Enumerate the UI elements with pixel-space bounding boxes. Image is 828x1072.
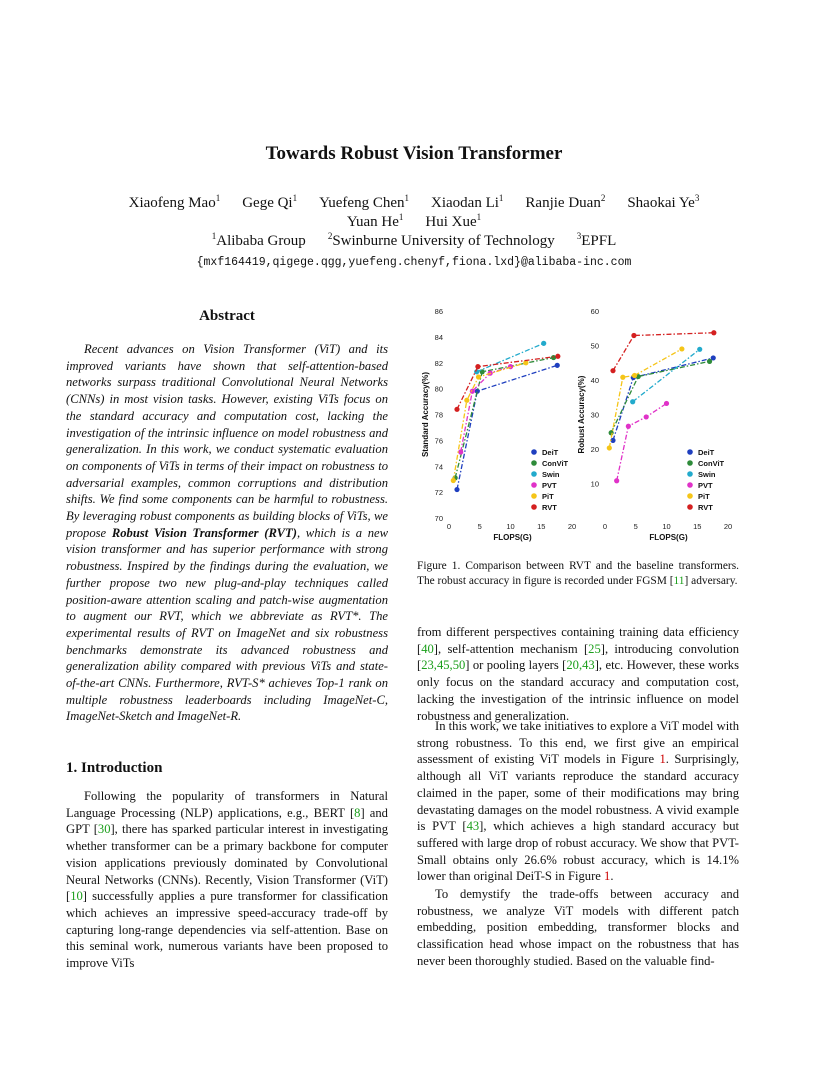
text-run: ], which achieves a high standard accuracy but suffered with large drop of robust accuracy. We show that PVT-Small obtains only 26.6% robust accuracy, which is 14.1% lower than original DeiT-S in Figure [417, 819, 739, 884]
y-tick-label: 78 [434, 410, 443, 420]
legend-marker-swin [531, 471, 537, 477]
data-point-pvt [644, 414, 649, 419]
legend-marker-swin [687, 471, 693, 477]
citation-link[interactable]: 40 [421, 641, 434, 656]
x-tick-label: 0 [602, 522, 608, 531]
data-point-convit [707, 359, 712, 364]
text-run: ], introducing convolution [ [417, 641, 739, 673]
text-run: ] or pooling layers [ [465, 658, 567, 673]
figure-1-caption [417, 559, 739, 588]
data-point-pvt [626, 424, 631, 429]
data-point-swin [697, 347, 702, 352]
affiliation-1: $^2$Swinburne University of Technology [327, 231, 555, 249]
abstract-rvt-name: Robust Vision Transformer (RVT) [111, 525, 297, 540]
data-point-pvt [470, 389, 475, 394]
legend-label: ConViT [542, 458, 569, 468]
author-list-line-1 [0, 195, 828, 212]
text-run: Figure 1. Comparison between RVT and the baseline transformers. The robust accuracy in figure is recorded under FGSM [ [417, 560, 739, 587]
x-tick-label: 10 [662, 522, 671, 531]
y-tick-label: 20 [590, 445, 599, 454]
citation-link[interactable]: 1 [659, 752, 666, 767]
legend-marker-deit [687, 449, 693, 455]
x-tick-label: 15 [537, 522, 546, 531]
robust-accuracy-chart [577, 307, 732, 542]
y-tick-label: 40 [590, 376, 599, 385]
y-tick-label: 60 [590, 307, 599, 316]
text-run: ] and GPT [ [66, 805, 388, 837]
citation-link[interactable]: 23,45,50 [421, 658, 466, 673]
data-point-pvt [664, 401, 669, 406]
introduction-paragraph [66, 788, 388, 972]
legend-marker-pit [531, 493, 537, 499]
text-run: . [610, 869, 614, 884]
data-point-swin [541, 341, 546, 346]
citation-link[interactable]: 25 [588, 641, 601, 656]
y-tick-label: 70 [434, 514, 443, 523]
x-tick-label: 20 [723, 522, 733, 531]
x-tick-label: 5 [633, 522, 638, 531]
x-axis-label: FLOPS(G) [649, 533, 688, 542]
legend-label: PVT [698, 480, 713, 490]
author-emails: {mxf164419,qigege.qgg,yuefeng.chenyf,fiona.lxd}@alibaba-inc.com [196, 256, 632, 269]
affiliation-2: $^3$EPFL [576, 231, 617, 249]
x-tick-label: 20 [567, 522, 577, 531]
text-run: from different perspectives containing training data efficiency [ [417, 625, 739, 656]
text-run: ] adversary. [684, 574, 738, 587]
x-tick-label: 10 [506, 522, 515, 531]
text-run: ], self-attention mechanism [ [433, 641, 589, 656]
legend-label: PiT [542, 491, 554, 501]
data-point-swin [630, 399, 635, 404]
y-tick-label: 84 [434, 332, 443, 342]
text-run: ], there has sparked particular interest in investigating whether transformer can be a primary backbone for computer vision applications previously dominated by Convolutional Neural Networks (CNNs). Recently, Vision Transformer (ViT) [ [66, 822, 388, 904]
paper-title: Towards Robust Vision Transformer [265, 143, 563, 164]
data-point-rvt [631, 333, 636, 338]
text-run: ] successfully applies a pure transformer for classification which achieves an impressive speed-accuracy trade-off by capturing long-range dependencies via self-attention. Base on this seminal work, numerous variants have been proposed to improve ViTs [66, 889, 388, 971]
x-tick-label: 0 [446, 522, 452, 531]
data-point-rvt [454, 407, 459, 412]
citation-link[interactable]: 8 [354, 805, 361, 820]
data-point-pvt [614, 478, 619, 483]
legend-label: RVT [542, 502, 557, 512]
abstract-part-1: Recent advances on Vision Transformer (ViT) and its improved variants have shown that self-attention-based networks surpass traditional Convolutional Neural Networks (CNNs) in most vision tasks. However, existing ViTs focus on the standard accuracy and computation cost, lacking the investigation of the intrinsic influence on model robustness and generalization. In this work, we conduct systematic evaluation on components of ViTs in terms of their impact on robustness to adversarial examples, common corruptions and distribution shifts. We find some components can be harmful to robustness. By leveraging robust components as building blocks of ViTs, we propose [66, 342, 388, 540]
data-point-pit [476, 374, 481, 379]
y-tick-label: 86 [434, 307, 443, 316]
data-point-rvt [475, 364, 480, 369]
author-1: Gege Qi$^1$ [242, 193, 298, 211]
author-5: Shaokai Ye$^3$ [627, 193, 700, 211]
legend-marker-convit [687, 460, 693, 466]
data-point-rvt [610, 368, 615, 373]
legend-label: PiT [698, 491, 710, 501]
legend-marker-deit [531, 449, 537, 455]
legend-label: RVT [698, 502, 713, 512]
x-tick-label: 5 [477, 522, 482, 531]
y-axis-label: Robust Accuracy(%) [577, 375, 586, 454]
legend-marker-convit [531, 460, 537, 466]
data-point-rvt [555, 354, 560, 359]
data-point-deit [454, 487, 459, 492]
figure-1 [417, 302, 739, 552]
y-tick-label: 74 [434, 462, 443, 472]
text-run: Following the popularity of transformers in Natural Language Processing (NLP) applications, e.g., BERT [ [66, 789, 388, 820]
citation-link[interactable]: 1 [604, 869, 611, 884]
legend-label: Swin [542, 469, 560, 479]
legend-label: Swin [698, 469, 716, 479]
legend-marker-rvt [531, 504, 537, 510]
paragraph-analysis: To demystify the trade-offs between accuracy and robustness, we analyze ViT models with different patch embedding, position embedding, transformer blocks and classification head whose impact on the robustness that has never been thoroughly studied. Based on the valuable find- [417, 887, 739, 968]
data-point-pit [632, 373, 637, 378]
data-point-rvt [711, 330, 716, 335]
legend-label: ConViT [698, 458, 725, 468]
data-point-pvt [458, 449, 463, 454]
x-axis-label: FLOPS(G) [493, 533, 532, 542]
y-tick-label: 72 [434, 488, 443, 498]
legend-label: DeiT [542, 447, 559, 457]
text-run: . Surprisingly, although all ViT variants reproduce the standard accuracy claimed in the paper, some of their modifications may bring devastating damages on the model robustness. A vivid example is PVT [ [417, 752, 739, 834]
citation-link[interactable]: 20,43 [566, 658, 595, 673]
author-2-1: Hui Xue$^1$ [425, 212, 482, 230]
citation-link[interactable]: 10 [70, 889, 83, 904]
legend-label: DeiT [698, 447, 715, 457]
text-run: ], etc. However, these works only focus on the standard accuracy and computation cost, lacking the investigation of the intrinsic influence on model robustness and generalization. [417, 658, 739, 723]
data-point-pit [464, 398, 469, 403]
citation-link[interactable]: 11 [673, 574, 685, 587]
legend-label: PVT [542, 480, 557, 490]
legend-marker-pit [687, 493, 693, 499]
standard-accuracy-chart [421, 307, 576, 542]
y-axis-label: Standard Accuracy(%) [421, 371, 430, 458]
paragraph-assessment [417, 718, 739, 885]
author-list-line-2 [0, 214, 828, 231]
author-0: Xiaofeng Mao$^1$ [128, 193, 221, 211]
y-tick-label: 10 [590, 479, 599, 489]
data-point-pit [620, 375, 625, 380]
data-point-convit [609, 430, 614, 435]
abstract-part-2: , which is a new vision transformer and has superior performance with strong robustness. Inspired by the findings during the evaluation, we further propose two new plug-and-play techniques called position-aware attention scaling and patch-wise augmentation to augment our RVT, which we abbreviate as RVT*. The experimental results of RVT on ImageNet and six robustness benchmarks demonstrate its advanced robustness and generalization ability compared with previous ViTs and state-of-the-art CNNs. Furthermore, RVT-S* achieves Top-1 rank on multiple robustness leaderboards including ImageNet-C, ImageNet-Sketch and ImageNet-R. [66, 525, 388, 724]
citation-link[interactable]: 30 [97, 822, 111, 837]
y-tick-label: 76 [434, 436, 443, 446]
data-point-deit [555, 363, 560, 368]
x-tick-label: 15 [693, 522, 702, 531]
y-tick-label: 82 [434, 358, 443, 368]
affiliations [0, 233, 828, 250]
abstract-heading: Abstract [199, 308, 255, 324]
introduction-heading: 1. Introduction [66, 760, 163, 776]
y-tick-label: 50 [590, 341, 599, 351]
author-4: Ranjie Duan$^2$ [525, 193, 606, 211]
abstract-text [66, 341, 388, 725]
citation-link[interactable]: 43 [466, 819, 480, 834]
y-tick-label: 80 [434, 384, 443, 394]
text-run: In this work, we take initiatives to explore a ViT model with strong robustness. To this end, we first give an empirical assessment of existing ViT models in Figure [417, 719, 739, 767]
legend-marker-pvt [687, 482, 693, 488]
paragraph-related-work [417, 624, 739, 724]
affiliation-0: $^1$Alibaba Group [211, 231, 306, 249]
legend-marker-rvt [687, 504, 693, 510]
author-3: Xiaodan Li$^1$ [431, 193, 504, 211]
author-2: Yuefeng Chen$^1$ [319, 193, 410, 211]
data-point-pit [679, 346, 684, 351]
legend-marker-pvt [531, 482, 537, 488]
data-point-pit [451, 478, 456, 483]
data-point-pit [607, 445, 612, 450]
author-2-0: Yuan He$^1$ [346, 212, 404, 230]
y-tick-label: 30 [590, 410, 599, 420]
